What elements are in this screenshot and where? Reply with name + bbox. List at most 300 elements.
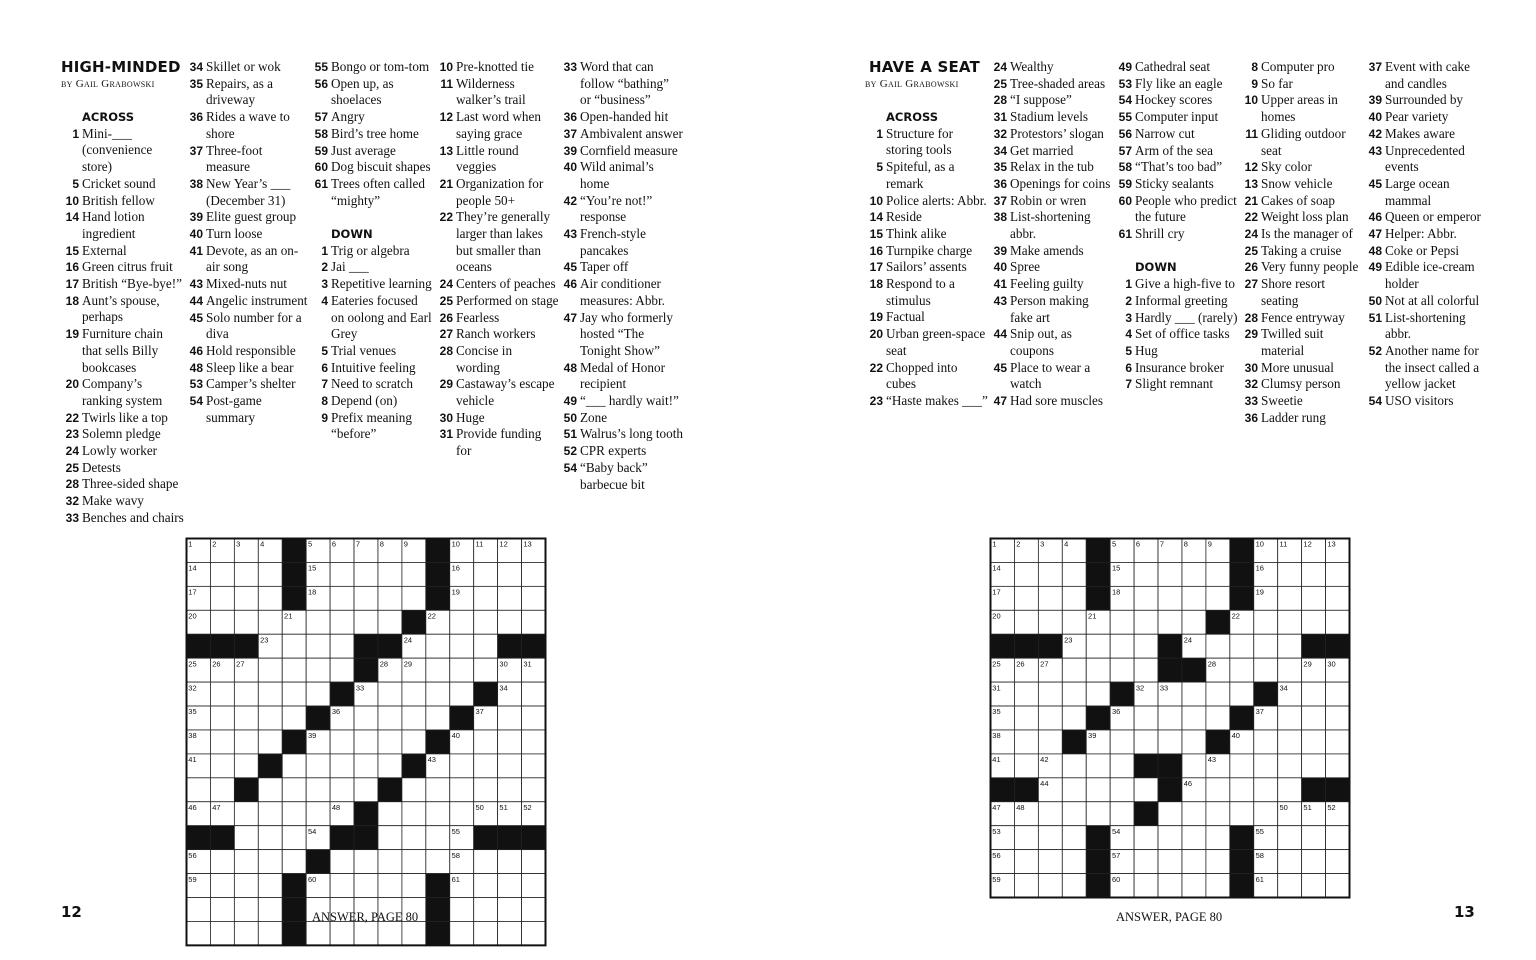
grid-cell[interactable] — [1158, 802, 1182, 826]
grid-cell[interactable] — [330, 562, 354, 586]
grid-cell[interactable] — [1110, 802, 1134, 826]
grid-cell[interactable] — [1110, 754, 1134, 778]
grid-cell[interactable] — [330, 754, 354, 778]
grid-cell[interactable] — [306, 610, 330, 634]
grid-cell[interactable] — [1278, 850, 1302, 874]
grid-cell[interactable] — [1158, 610, 1182, 634]
grid-cell[interactable] — [474, 874, 498, 898]
grid-cell[interactable] — [1206, 706, 1230, 730]
grid-cell[interactable] — [330, 634, 354, 658]
grid-cell[interactable] — [234, 826, 258, 850]
grid-cell[interactable] — [258, 898, 282, 922]
grid-cell[interactable] — [234, 730, 258, 754]
grid-cell[interactable] — [258, 658, 282, 682]
grid-cell[interactable] — [1158, 730, 1182, 754]
grid-cell[interactable] — [1326, 610, 1350, 634]
grid-cell[interactable] — [1326, 562, 1350, 586]
cell-number: 33 — [1159, 683, 1169, 693]
grid-cell[interactable] — [1182, 754, 1206, 778]
grid-cell[interactable] — [306, 658, 330, 682]
grid-cell[interactable] — [1206, 562, 1230, 586]
grid-cell[interactable] — [1110, 778, 1134, 802]
grid-cell[interactable] — [1302, 586, 1326, 610]
grid-cell[interactable] — [354, 706, 378, 730]
grid-cell[interactable] — [330, 586, 354, 610]
grid-cell[interactable] — [1134, 586, 1158, 610]
grid-cell[interactable] — [1302, 610, 1326, 634]
grid-cell[interactable] — [1158, 826, 1182, 850]
grid-cell[interactable] — [330, 921, 354, 945]
grid-cell[interactable] — [1278, 754, 1302, 778]
grid-cell[interactable] — [1326, 754, 1350, 778]
grid-cell[interactable] — [1038, 586, 1062, 610]
grid-cell[interactable] — [402, 826, 426, 850]
grid-cell[interactable] — [1254, 778, 1278, 802]
grid-cell[interactable] — [1254, 730, 1278, 754]
clue-text: Elite guest group — [206, 209, 297, 225]
grid-cell[interactable] — [282, 658, 306, 682]
grid-cell[interactable] — [450, 802, 474, 826]
grid-cell[interactable] — [1086, 658, 1110, 682]
grid-cell[interactable] — [354, 730, 378, 754]
grid-cell[interactable] — [1062, 586, 1086, 610]
grid-cell[interactable] — [234, 610, 258, 634]
clue-number: 43 — [993, 293, 1007, 308]
grid-cell[interactable] — [1014, 730, 1038, 754]
grid-cell[interactable] — [426, 826, 450, 850]
grid-cell[interactable] — [234, 874, 258, 898]
grid-cell[interactable] — [402, 562, 426, 586]
grid-cell[interactable] — [426, 802, 450, 826]
grid-cell[interactable] — [474, 634, 498, 658]
grid-cell[interactable] — [1230, 634, 1254, 658]
crossword-grid[interactable] — [989, 537, 1351, 899]
grid-cell[interactable] — [474, 754, 498, 778]
grid-cell[interactable] — [354, 874, 378, 898]
grid-cell[interactable] — [1110, 730, 1134, 754]
grid-cell[interactable] — [1158, 706, 1182, 730]
grid-cell[interactable] — [498, 874, 522, 898]
grid-cell[interactable] — [234, 850, 258, 874]
grid-cell[interactable] — [522, 898, 546, 922]
grid-cell[interactable] — [1158, 874, 1182, 898]
grid-cell[interactable] — [1038, 682, 1062, 706]
grid-cell[interactable] — [1302, 730, 1326, 754]
grid-cell[interactable] — [354, 586, 378, 610]
grid-cell[interactable] — [1302, 682, 1326, 706]
grid-cell[interactable] — [426, 850, 450, 874]
grid-cell[interactable] — [1134, 706, 1158, 730]
grid-cell[interactable] — [1182, 826, 1206, 850]
black-square — [1230, 874, 1254, 898]
grid-cell[interactable] — [378, 586, 402, 610]
grid-cell[interactable] — [1278, 874, 1302, 898]
grid-cell[interactable] — [378, 562, 402, 586]
grid-cell[interactable] — [1278, 730, 1302, 754]
grid-cell[interactable] — [1302, 874, 1326, 898]
grid-cell[interactable] — [402, 706, 426, 730]
grid-cell[interactable] — [498, 610, 522, 634]
grid-cell[interactable] — [187, 921, 211, 945]
grid-cell[interactable] — [1086, 754, 1110, 778]
clue-text: Give a high-five to — [1135, 276, 1235, 292]
grid-cell[interactable] — [234, 706, 258, 730]
grid-cell[interactable] — [210, 586, 234, 610]
grid-cell[interactable] — [234, 898, 258, 922]
grid-cell[interactable] — [378, 850, 402, 874]
grid-cell[interactable] — [1278, 586, 1302, 610]
grid-cell[interactable] — [1254, 802, 1278, 826]
grid-cell[interactable] — [1206, 634, 1230, 658]
grid-cell[interactable] — [378, 826, 402, 850]
grid-cell[interactable] — [1134, 634, 1158, 658]
grid-cell[interactable] — [1110, 658, 1134, 682]
grid-cell[interactable] — [258, 826, 282, 850]
grid-cell[interactable] — [522, 682, 546, 706]
grid-cell[interactable] — [498, 706, 522, 730]
grid-cell[interactable] — [1182, 850, 1206, 874]
grid-cell[interactable] — [1206, 586, 1230, 610]
grid-cell[interactable] — [1158, 850, 1182, 874]
grid-cell[interactable] — [1014, 610, 1038, 634]
grid-cell[interactable] — [1182, 730, 1206, 754]
grid-cell[interactable] — [426, 634, 450, 658]
grid-cell[interactable] — [1206, 874, 1230, 898]
clue-text: Twilled suit material — [1261, 326, 1324, 358]
grid-cell[interactable] — [330, 730, 354, 754]
grid-cell[interactable] — [402, 586, 426, 610]
grid-cell[interactable] — [1038, 850, 1062, 874]
grid-cell[interactable] — [187, 898, 211, 922]
grid-cell[interactable] — [234, 586, 258, 610]
grid-cell[interactable] — [234, 754, 258, 778]
grid-cell[interactable] — [378, 706, 402, 730]
grid-cell[interactable] — [450, 898, 474, 922]
grid-cell[interactable] — [282, 802, 306, 826]
grid-cell[interactable] — [1014, 562, 1038, 586]
grid-cell[interactable] — [1086, 802, 1110, 826]
grid-cell[interactable] — [1134, 658, 1158, 682]
grid-cell[interactable] — [1230, 754, 1254, 778]
grid-cell[interactable] — [306, 634, 330, 658]
grid-cell[interactable] — [1278, 706, 1302, 730]
grid-cell[interactable] — [1014, 754, 1038, 778]
crossword-grid[interactable] — [185, 537, 547, 947]
grid-cell[interactable] — [330, 658, 354, 682]
grid-cell[interactable] — [1206, 682, 1230, 706]
grid-cell[interactable] — [330, 850, 354, 874]
grid-cell[interactable] — [522, 754, 546, 778]
grid-cell[interactable] — [210, 754, 234, 778]
grid-cell[interactable] — [330, 778, 354, 802]
grid-cell[interactable] — [474, 778, 498, 802]
grid-cell[interactable] — [450, 634, 474, 658]
grid-cell[interactable] — [1014, 850, 1038, 874]
grid-cell[interactable] — [1014, 874, 1038, 898]
grid-cell[interactable] — [1254, 658, 1278, 682]
grid-cell[interactable] — [282, 850, 306, 874]
grid-cell[interactable] — [234, 802, 258, 826]
grid-cell[interactable] — [1062, 682, 1086, 706]
grid-cell[interactable] — [1062, 802, 1086, 826]
grid-cell[interactable] — [354, 754, 378, 778]
grid-cell[interactable] — [1062, 562, 1086, 586]
grid-cell[interactable] — [1326, 874, 1350, 898]
grid-cell[interactable] — [402, 802, 426, 826]
grid-cell[interactable] — [1110, 634, 1134, 658]
grid-cell[interactable] — [187, 778, 211, 802]
grid-cell[interactable] — [1182, 682, 1206, 706]
clue-text: Surrounded by — [1385, 92, 1464, 108]
grid-cell[interactable] — [402, 730, 426, 754]
grid-cell[interactable] — [330, 874, 354, 898]
grid-cell[interactable] — [522, 586, 546, 610]
grid-cell[interactable] — [1062, 826, 1086, 850]
grid-cell[interactable] — [474, 610, 498, 634]
grid-cell[interactable] — [498, 778, 522, 802]
grid-cell[interactable] — [402, 874, 426, 898]
grid-cell[interactable] — [498, 586, 522, 610]
grid-cell[interactable] — [1182, 562, 1206, 586]
clue — [1240, 209, 1364, 226]
grid-cell[interactable] — [354, 850, 378, 874]
grid-cell[interactable] — [1062, 850, 1086, 874]
grid-cell[interactable] — [210, 610, 234, 634]
grid-cell[interactable] — [1254, 754, 1278, 778]
grid-cell[interactable] — [234, 682, 258, 706]
grid-cell[interactable] — [1326, 586, 1350, 610]
grid-cell[interactable] — [1326, 850, 1350, 874]
grid-cell[interactable] — [1278, 610, 1302, 634]
grid-cell[interactable] — [258, 802, 282, 826]
grid-cell[interactable] — [378, 682, 402, 706]
grid-cell[interactable] — [426, 706, 450, 730]
grid-cell[interactable] — [1158, 562, 1182, 586]
grid-cell[interactable] — [1062, 754, 1086, 778]
grid-cell[interactable] — [258, 586, 282, 610]
grid-cell[interactable] — [522, 562, 546, 586]
grid-cell[interactable] — [450, 682, 474, 706]
grid-cell[interactable] — [306, 754, 330, 778]
grid-cell[interactable] — [1038, 730, 1062, 754]
grid-cell[interactable] — [378, 610, 402, 634]
grid-cell[interactable] — [1062, 706, 1086, 730]
grid-cell[interactable] — [1062, 658, 1086, 682]
grid-cell[interactable] — [1278, 658, 1302, 682]
grid-cell[interactable] — [450, 610, 474, 634]
grid-cell[interactable] — [1278, 562, 1302, 586]
grid-cell[interactable] — [330, 610, 354, 634]
grid-cell[interactable] — [1014, 706, 1038, 730]
grid-cell[interactable] — [474, 898, 498, 922]
grid-cell[interactable] — [1038, 874, 1062, 898]
grid-cell[interactable] — [1230, 658, 1254, 682]
grid-cell[interactable] — [282, 634, 306, 658]
grid-cell[interactable] — [282, 778, 306, 802]
grid-cell[interactable] — [210, 730, 234, 754]
grid-cell[interactable] — [282, 754, 306, 778]
grid-cell[interactable] — [1038, 802, 1062, 826]
grid-cell[interactable] — [1278, 826, 1302, 850]
grid-cell[interactable] — [1062, 874, 1086, 898]
grid-cell[interactable] — [498, 730, 522, 754]
grid-cell[interactable] — [474, 850, 498, 874]
grid-cell[interactable] — [474, 921, 498, 945]
grid-cell[interactable] — [1302, 706, 1326, 730]
grid-cell[interactable] — [306, 682, 330, 706]
grid-cell[interactable] — [234, 562, 258, 586]
grid-cell[interactable] — [474, 562, 498, 586]
grid-cell[interactable] — [1326, 730, 1350, 754]
grid-cell[interactable] — [1038, 826, 1062, 850]
grid-cell[interactable] — [522, 706, 546, 730]
grid-cell[interactable] — [258, 874, 282, 898]
grid-cell[interactable] — [282, 682, 306, 706]
grid-cell[interactable] — [1182, 586, 1206, 610]
grid-cell[interactable] — [1134, 562, 1158, 586]
grid-cell[interactable] — [1038, 610, 1062, 634]
grid-cell[interactable] — [1134, 730, 1158, 754]
grid-cell[interactable] — [306, 778, 330, 802]
black-square — [1086, 539, 1110, 563]
grid-cell[interactable] — [474, 658, 498, 682]
grid-cell[interactable] — [1278, 778, 1302, 802]
grid-cell[interactable] — [1134, 610, 1158, 634]
grid-cell[interactable] — [450, 778, 474, 802]
grid-cell[interactable] — [450, 658, 474, 682]
grid-cell[interactable] — [258, 778, 282, 802]
grid-cell[interactable] — [378, 754, 402, 778]
grid-cell[interactable] — [1182, 610, 1206, 634]
grid-cell[interactable] — [1302, 562, 1326, 586]
grid-cell[interactable] — [498, 850, 522, 874]
grid-cell[interactable] — [426, 682, 450, 706]
grid-cell[interactable] — [498, 898, 522, 922]
grid-cell[interactable] — [354, 778, 378, 802]
grid-cell[interactable] — [474, 730, 498, 754]
grid-cell[interactable] — [1206, 802, 1230, 826]
grid-cell[interactable] — [522, 778, 546, 802]
grid-cell[interactable] — [1254, 610, 1278, 634]
grid-cell[interactable] — [282, 826, 306, 850]
grid-cell[interactable] — [1134, 874, 1158, 898]
grid-cell[interactable] — [1206, 778, 1230, 802]
grid-cell[interactable] — [234, 921, 258, 945]
black-square — [1182, 658, 1206, 682]
grid-cell[interactable] — [1014, 586, 1038, 610]
grid-cell[interactable] — [1086, 634, 1110, 658]
grid-cell[interactable] — [450, 921, 474, 945]
grid-cell[interactable] — [1182, 874, 1206, 898]
grid-cell[interactable] — [1302, 754, 1326, 778]
grid-cell[interactable] — [1158, 586, 1182, 610]
grid-cell[interactable] — [498, 921, 522, 945]
grid-cell[interactable] — [522, 730, 546, 754]
grid-cell[interactable] — [1182, 706, 1206, 730]
grid-cell[interactable] — [402, 850, 426, 874]
grid-cell[interactable] — [1182, 802, 1206, 826]
grid-cell[interactable] — [1062, 778, 1086, 802]
grid-cell[interactable] — [306, 802, 330, 826]
grid-cell[interactable] — [258, 682, 282, 706]
grid-cell[interactable] — [1230, 778, 1254, 802]
grid-cell[interactable] — [1302, 850, 1326, 874]
grid-cell[interactable] — [354, 562, 378, 586]
grid-cell[interactable] — [1230, 802, 1254, 826]
grid-cell[interactable] — [1038, 562, 1062, 586]
grid-cell[interactable] — [1134, 826, 1158, 850]
grid-cell[interactable] — [522, 874, 546, 898]
grid-cell[interactable] — [522, 921, 546, 945]
grid-cell[interactable] — [378, 730, 402, 754]
grid-cell[interactable] — [210, 898, 234, 922]
grid-cell[interactable] — [1134, 778, 1158, 802]
grid-cell[interactable] — [210, 874, 234, 898]
grid-cell[interactable] — [402, 778, 426, 802]
clue-text: Rides a wave to shore — [206, 109, 290, 141]
clue-number: 36 — [993, 176, 1007, 191]
grid-cell[interactable] — [522, 610, 546, 634]
grid-cell[interactable] — [402, 921, 426, 945]
grid-cell[interactable] — [1062, 610, 1086, 634]
grid-cell[interactable] — [522, 850, 546, 874]
grid-cell[interactable] — [306, 921, 330, 945]
grid-cell[interactable] — [258, 921, 282, 945]
grid-cell[interactable] — [498, 562, 522, 586]
grid-cell[interactable] — [1014, 826, 1038, 850]
grid-cell[interactable] — [426, 778, 450, 802]
grid-cell[interactable] — [210, 778, 234, 802]
grid-cell[interactable] — [354, 921, 378, 945]
grid-cell[interactable] — [1086, 778, 1110, 802]
grid-cell[interactable] — [1278, 634, 1302, 658]
grid-cell[interactable] — [1134, 850, 1158, 874]
grid-cell[interactable] — [474, 586, 498, 610]
grid-cell[interactable] — [258, 706, 282, 730]
grid-cell[interactable] — [378, 874, 402, 898]
grid-cell[interactable] — [258, 730, 282, 754]
grid-cell[interactable] — [378, 802, 402, 826]
grid-cell[interactable] — [1254, 634, 1278, 658]
grid-cell[interactable] — [1206, 826, 1230, 850]
grid-cell[interactable] — [426, 658, 450, 682]
grid-cell[interactable] — [1326, 706, 1350, 730]
grid-cell[interactable] — [1206, 850, 1230, 874]
grid-cell[interactable] — [258, 610, 282, 634]
grid-cell[interactable] — [1326, 826, 1350, 850]
grid-cell[interactable] — [1230, 682, 1254, 706]
grid-cell[interactable] — [210, 921, 234, 945]
grid-cell[interactable] — [378, 921, 402, 945]
grid-cell[interactable] — [258, 850, 282, 874]
grid-cell[interactable] — [210, 562, 234, 586]
grid-cell[interactable] — [1014, 682, 1038, 706]
grid-cell[interactable] — [1110, 610, 1134, 634]
grid-cell[interactable] — [210, 682, 234, 706]
grid-cell[interactable] — [282, 706, 306, 730]
grid-cell[interactable] — [354, 610, 378, 634]
grid-cell[interactable] — [1326, 682, 1350, 706]
grid-cell[interactable] — [498, 754, 522, 778]
grid-cell[interactable] — [1302, 826, 1326, 850]
grid-cell[interactable] — [210, 850, 234, 874]
grid-cell[interactable] — [402, 682, 426, 706]
grid-cell[interactable] — [1038, 706, 1062, 730]
grid-cell[interactable] — [258, 562, 282, 586]
grid-cell[interactable] — [450, 754, 474, 778]
grid-cell[interactable] — [1086, 682, 1110, 706]
grid-cell[interactable] — [210, 706, 234, 730]
